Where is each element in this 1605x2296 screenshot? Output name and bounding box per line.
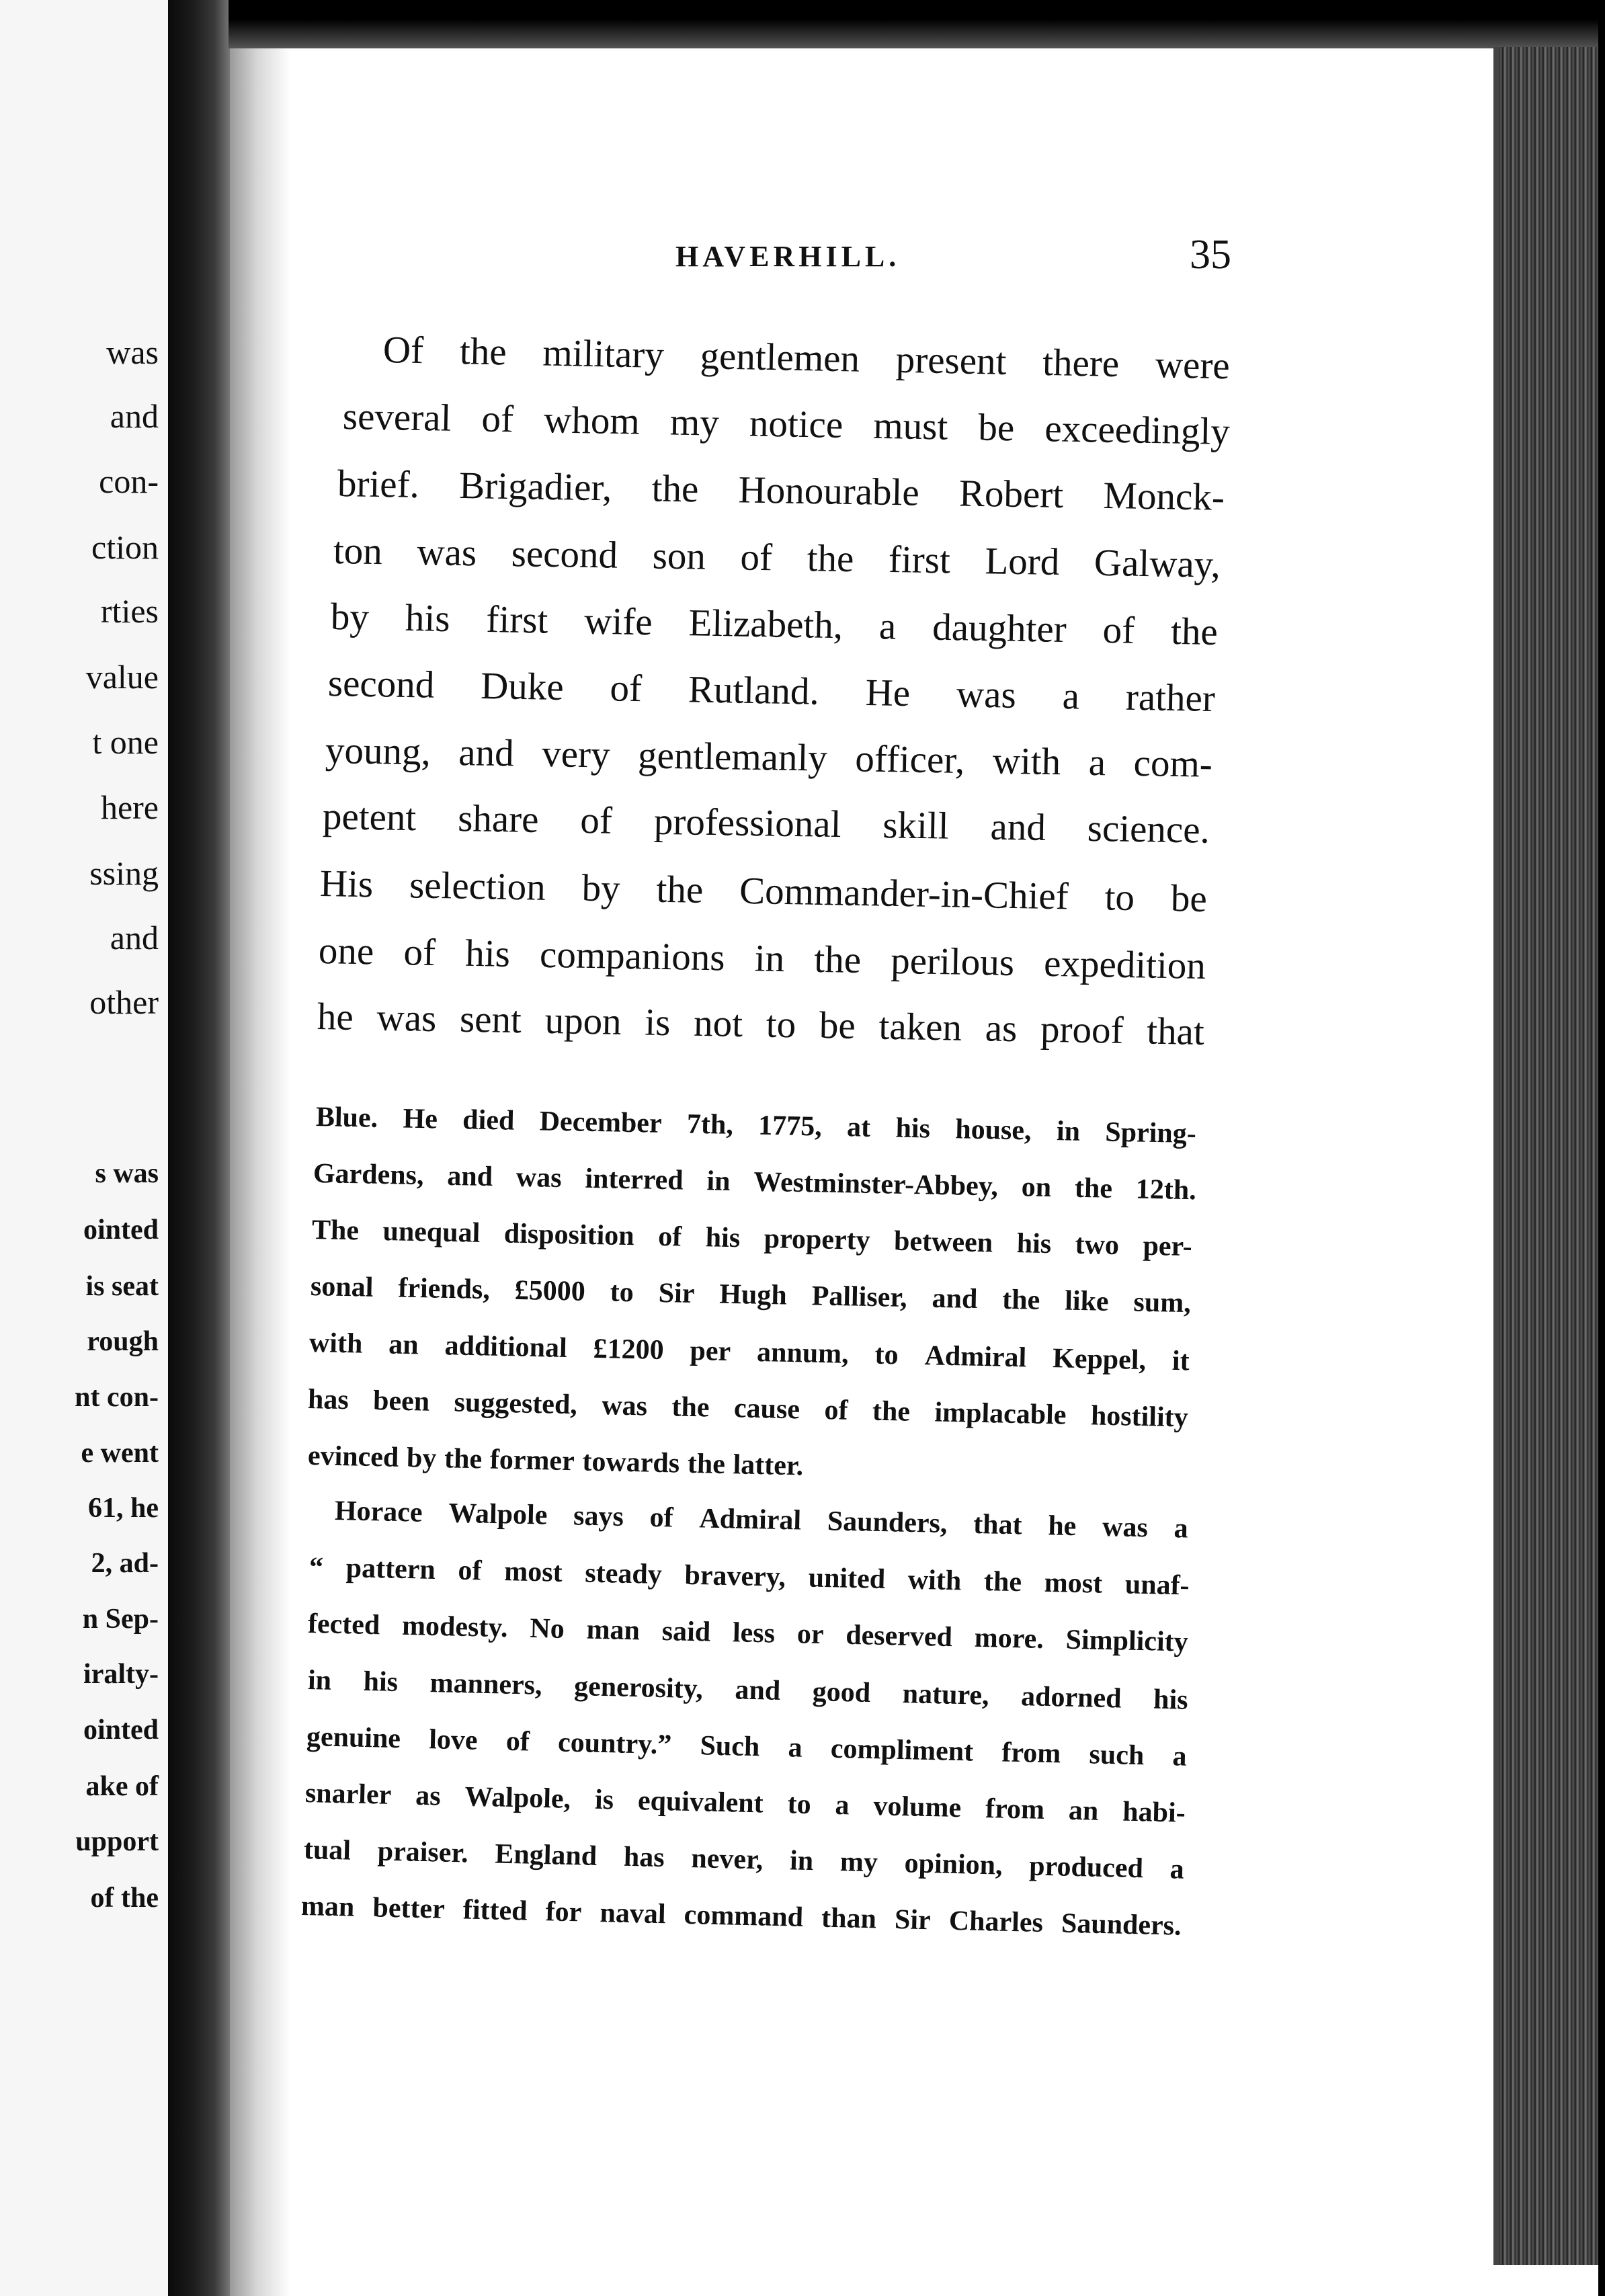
footnote-line: snarler as Walpole, is equivalent to a volume from an habi-	[304, 1778, 1186, 1829]
footnote-line: tual praiser. England has never, in my opinion, produced a	[303, 1834, 1185, 1885]
left-page-footnote-fragment: e went	[81, 1438, 159, 1469]
body-text-line: second Duke of Rutland. He was a rather	[327, 662, 1216, 721]
body-text-line: Of the military gentlemen present there were	[382, 329, 1231, 388]
left-page-fragment: and	[110, 919, 159, 956]
footnote-line: man better fitted for naval command than Sir Charles Saunders.	[300, 1891, 1182, 1942]
left-page-footnote-fragment: s was	[95, 1158, 159, 1189]
footnote-line: “ pattern of most steady bravery, united with the most unaf-	[308, 1552, 1190, 1602]
left-page-fragment: value	[85, 658, 159, 696]
left-facing-page	[0, 0, 169, 2296]
page-number: 35	[1190, 232, 1231, 278]
left-page-fragment: ssing	[89, 854, 159, 892]
left-page-fragment: other	[89, 983, 159, 1021]
left-page-fragment: con-	[99, 462, 159, 500]
footnote-line: genuine love of country.” Such a compliment from such a	[306, 1721, 1188, 1772]
left-page-footnote-fragment: ointed	[83, 1715, 159, 1746]
left-page-footnote-fragment: ointed	[83, 1215, 159, 1245]
left-page-footnote-fragment: n Sep-	[82, 1604, 159, 1635]
left-page-footnote-fragment: upport	[75, 1826, 159, 1857]
footnote-line: Horace Walpole says of Admiral Saunders, that he was a	[334, 1495, 1189, 1545]
running-head: HAVERHILL.	[675, 240, 901, 273]
body-text-line: petent share of professional skill and science.	[322, 795, 1210, 852]
left-page-fragment: was	[106, 333, 159, 371]
left-page-fragment: here	[100, 788, 159, 826]
footnote-line: The unequal disposition of his property between his two per-	[311, 1215, 1193, 1263]
footnote-line: in his manners, generosity, and good nature, adorned his	[307, 1665, 1189, 1716]
binding-gutter-shadow	[168, 0, 230, 2296]
footnote-line: with an additional £1200 per annum, to Admiral Keppel, it	[308, 1327, 1190, 1377]
left-page-fragment: rties	[100, 592, 159, 630]
footnote-line: sonal friends, £5000 to Sir Hugh Palliser, and the like sum,	[310, 1271, 1192, 1319]
footnote-line: evinced by the former towards the latter.	[307, 1440, 804, 1482]
left-page-fragment: and	[110, 397, 159, 435]
book-fore-edge	[1499, 47, 1605, 2265]
body-text-line: by his first wife Elizabeth, a daughter of the	[330, 596, 1219, 654]
left-page-footnote-fragment: ake of	[85, 1771, 159, 1802]
left-page-fragment: ction	[91, 528, 159, 566]
left-page-footnote-fragment: rough	[87, 1326, 159, 1357]
left-page-footnote-fragment: of the	[90, 1883, 159, 1914]
body-text-line: young, and very gentlemanly officer, with a com-	[325, 729, 1213, 786]
footnote-line: Blue. He died December 7th, 1775, at his house, in Spring-	[315, 1102, 1197, 1150]
body-text-line: ton was second son of the first Lord Galway,	[333, 530, 1221, 586]
footnote-line: Gardens, and was interred in Westminster-Abbey, on the 12th.	[313, 1158, 1197, 1206]
main-page	[289, 0, 1485, 2296]
footnote-line: has been suggested, was the cause of the implacable hostility	[307, 1384, 1189, 1434]
left-page-footnote-fragment: 2, ad-	[91, 1548, 159, 1579]
body-text-line: one of his companions in the perilous expedition	[318, 930, 1206, 988]
footnote-line: fected modesty. No man said less or deserved more. Simplicity	[307, 1608, 1189, 1658]
body-text-line: brief. Brigadier, the Honourable Robert Monck-	[337, 462, 1225, 519]
body-text-line: he was sent upon is not to be taken as proof that	[317, 995, 1205, 1054]
body-text-line: His selection by the Commander-in-Chief to be	[319, 862, 1208, 921]
gutter-gradient	[230, 0, 290, 2296]
right-scan-border	[1598, 0, 1605, 2296]
left-page-footnote-fragment: 61, he	[88, 1493, 159, 1524]
left-page-footnote-fragment: is seat	[85, 1271, 159, 1302]
left-page-footnote-fragment: nt con-	[75, 1382, 159, 1413]
body-text-line: several of whom my notice must be exceedingly	[342, 395, 1231, 454]
left-page-fragment: t one	[92, 723, 159, 761]
page-edge-line	[1493, 47, 1499, 2265]
left-page-footnote-fragment: iralty-	[83, 1659, 159, 1690]
